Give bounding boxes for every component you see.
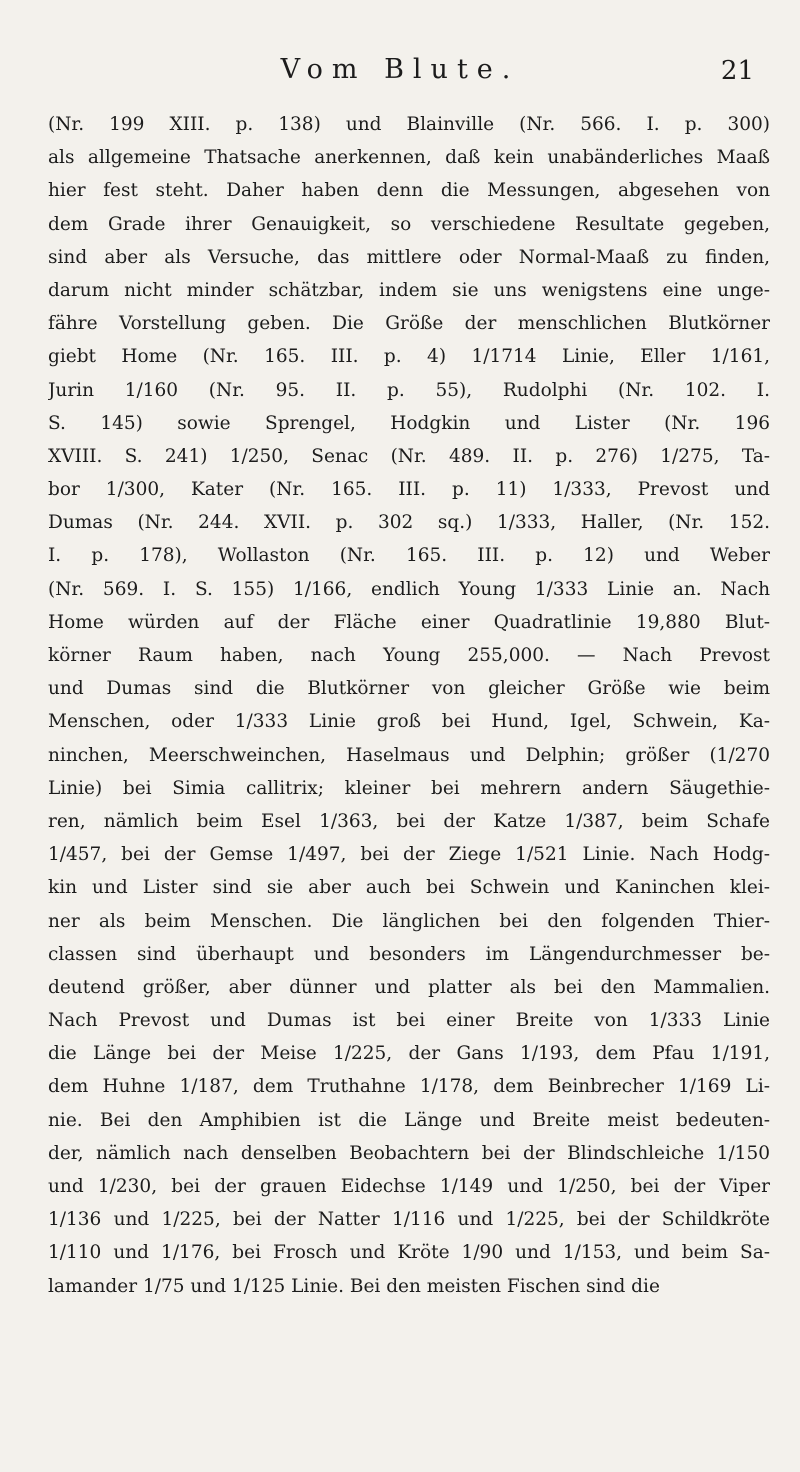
text-line: dem Grade ihrer Genauigkeit, so verschiedene Resultate gegeben, xyxy=(48,213,770,235)
text-line: und 1/230, bei der grauen Eidechse 1/149 und 1/250, bei der Viper xyxy=(48,1176,770,1197)
text-line: Home würden auf der Fläche einer Quadratlinie 19,880 Blut- xyxy=(48,611,770,633)
text-line: darum nicht minder schätzbar, indem sie uns wenigstens eine unge- xyxy=(48,279,770,301)
text-line: Linie) bei Simia callitrix; kleiner bei mehrern andern Säugethie- xyxy=(48,777,770,799)
text-line: lamander 1/75 und 1/125 Linie. Bei den meisten Fischen sind die xyxy=(48,1275,660,1297)
text-line: ninchen, Meerschweinchen, Haselmaus und Delphin; größer (1/270 xyxy=(48,744,770,766)
text-line: classen sind überhaupt und besonders im Längendurchmesser be- xyxy=(48,943,770,965)
text-line: 1/110 und 1/176, bei Frosch und Kröte 1/90 und 1/153, und beim Sa- xyxy=(48,1242,770,1264)
text-line: kin und Lister sind sie aber auch bei Schwein und Kaninchen klei- xyxy=(48,877,770,899)
text-line: deutend größer, aber dünner und platter als bei den Mammalien. xyxy=(48,976,770,998)
text-line: Menschen, oder 1/333 Linie groß bei Hund, Igel, Schwein, Ka- xyxy=(48,711,770,733)
text-line: ren, nämlich beim Esel 1/363, bei der Katze 1/387, beim Schafe xyxy=(48,810,770,832)
text-line: bor 1/300, Kater (Nr. 165. III. p. 11) 1/333, Prevost und xyxy=(48,479,770,501)
text-line: 1/457, bei der Gemse 1/497, bei der Ziege 1/521 Linie. Nach Hodg- xyxy=(48,844,770,866)
text-line: der, nämlich nach denselben Beobachtern bei der Blindschleiche 1/150 xyxy=(48,1142,770,1164)
text-line: Jurin 1/160 (Nr. 95. II. p. 55), Rudolphi (Nr. 102. I. xyxy=(48,379,770,401)
text-line: und Dumas sind die Blutkörner von gleicher Größe wie beim xyxy=(48,678,770,700)
text-line: dem Huhne 1/187, dem Truthahne 1/178, dem Beinbrecher 1/169 Li- xyxy=(48,1076,770,1098)
text-line: Nach Prevost und Dumas ist bei einer Breite von 1/333 Linie xyxy=(48,1010,770,1032)
text-line: XVIII. S. 241) 1/250, Senac (Nr. 489. II. p. 276) 1/275, Ta- xyxy=(48,445,770,467)
text-line: giebt Home (Nr. 165. III. p. 4) 1/1714 Linie, Eller 1/161, xyxy=(48,346,770,368)
text-line: 1/136 und 1/225, bei der Natter 1/116 und 1/225, bei der Schildkröte xyxy=(48,1209,770,1231)
text-line: körner Raum haben, nach Young 255,000. — Nach Prevost xyxy=(48,645,770,666)
text-line: ner als beim Menschen. Die länglichen bei den folgenden Thier- xyxy=(48,910,770,932)
text-line: sind aber als Versuche, das mittlere oder Normal-Maaß zu finden, xyxy=(48,246,770,268)
text-line: Dumas (Nr. 244. XVII. p. 302 sq.) 1/333, Haller, (Nr. 152. xyxy=(48,512,770,534)
text-line: hier fest steht. Daher haben denn die Messungen, abgesehen von xyxy=(48,180,770,202)
text-line: (Nr. 569. I. S. 155) 1/166, endlich Young 1/333 Linie an. Nach xyxy=(48,578,770,600)
running-head xyxy=(40,52,760,92)
text-line: als allgemeine Thatsache anerkennen, daß kein unabänderliches Maaß xyxy=(48,147,770,169)
text-line: I. p. 178), Wollaston (Nr. 165. III. p. 12) und Weber xyxy=(48,545,770,567)
body-text xyxy=(48,108,770,1303)
text-line: nie. Bei den Amphibien ist die Länge und Breite meist bedeuten- xyxy=(48,1109,770,1131)
text-line: die Länge bei der Meise 1/225, der Gans 1/193, dem Pfau 1/191, xyxy=(48,1043,770,1065)
text-line: (Nr. 199 XIII. p. 138) und Blainville (Nr. 566. I. p. 300) xyxy=(48,114,770,135)
text-line: S. 145) sowie Sprengel, Hodgkin und Lister (Nr. 196 xyxy=(48,412,770,434)
page-number: 21 xyxy=(720,56,754,86)
text-line: fähre Vorstellung geben. Die Größe der menschlichen Blutkörner xyxy=(48,313,770,335)
running-head-title: Vom Blute. xyxy=(280,54,520,85)
